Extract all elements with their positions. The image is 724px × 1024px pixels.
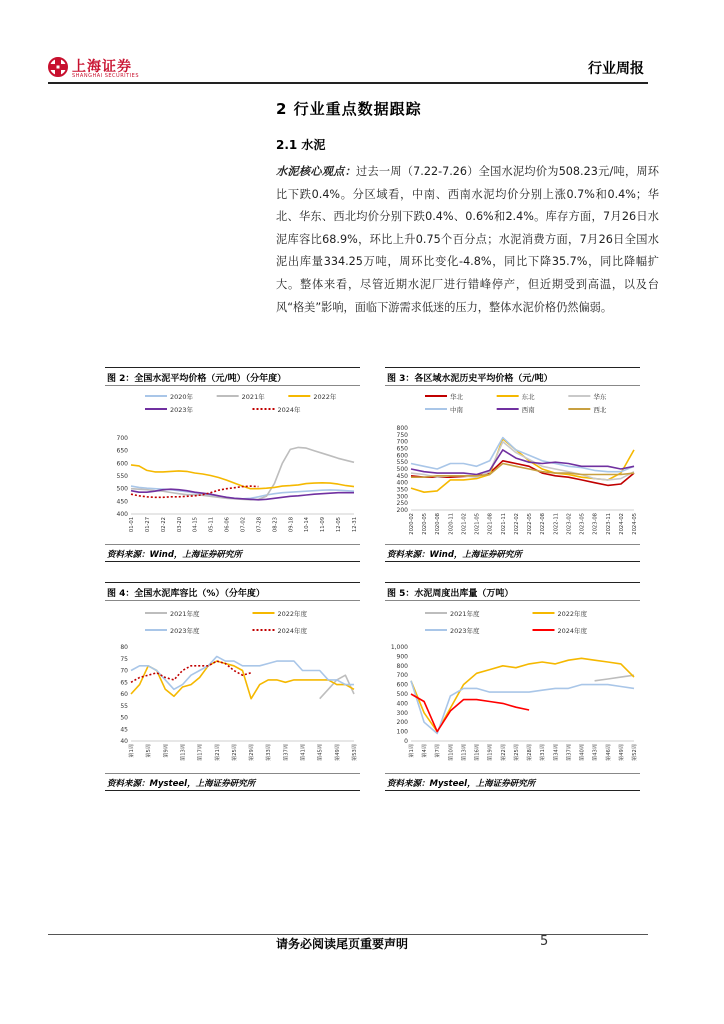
chart-cement-storage-ratio xyxy=(105,601,360,773)
figure-2 xyxy=(105,367,360,562)
y-tick-label-4: 600 xyxy=(116,460,128,468)
x-tick-label-8: 第17周 xyxy=(197,744,204,761)
x-tick-label-2: 2020-08 xyxy=(435,513,442,535)
x-tick-label-12: 第37周 xyxy=(566,744,573,761)
x-tick-label-13: 2023-05 xyxy=(579,513,586,535)
y-tick-label-1: 250 xyxy=(396,500,408,508)
legend-label-3: 2023年 xyxy=(170,406,194,414)
legend-label-1: 2021年 xyxy=(241,393,265,401)
figure-3-source: 资料来源：Wind，上海证券研究所 xyxy=(385,544,640,562)
figure-4-source: 资料来源：Mysteel，上海证券研究所 xyxy=(105,773,360,791)
x-tick-label-14: 第29周 xyxy=(249,744,256,761)
x-tick-label-12: 2023-02 xyxy=(566,513,573,535)
y-tick-label-2: 50 xyxy=(120,714,128,722)
x-tick-label-6: 第13周 xyxy=(180,744,187,761)
y-tick-label-4: 400 xyxy=(396,479,408,487)
x-tick-label-22: 第45周 xyxy=(317,744,324,761)
y-tick-label-6: 600 xyxy=(396,681,408,689)
y-tick-label-1: 100 xyxy=(396,728,408,736)
figure-4-title: 图 4：全国水泥库容比（%）（分年度） xyxy=(105,582,360,601)
x-tick-label-26: 第53周 xyxy=(352,744,358,761)
x-tick-label-8: 2022-02 xyxy=(513,513,520,535)
y-tick-label-2: 200 xyxy=(396,719,408,727)
series-line-2 xyxy=(131,465,354,489)
legend-label-3: 2024年度 xyxy=(557,627,588,635)
x-tick-label-20: 09-18 xyxy=(288,517,295,533)
legend-label-2: 2023年度 xyxy=(450,627,480,635)
y-tick-label-12: 800 xyxy=(396,425,408,432)
x-tick-label-8: 第25周 xyxy=(513,744,520,761)
x-tick-label-16: 第33周 xyxy=(266,744,273,761)
y-tick-label-5: 650 xyxy=(116,447,128,455)
x-tick-label-15: 第46周 xyxy=(605,744,612,761)
x-tick-label-20: 第41周 xyxy=(300,744,307,761)
x-tick-label-12: 第25周 xyxy=(231,744,238,761)
legend-label-0: 2021年度 xyxy=(450,610,480,618)
x-tick-label-14: 2023-08 xyxy=(592,513,599,535)
y-tick-label-9: 650 xyxy=(396,445,408,453)
x-tick-label-1: 第4周 xyxy=(422,744,429,758)
y-tick-label-4: 60 xyxy=(120,691,128,698)
x-tick-label-12: 06-06 xyxy=(224,517,231,533)
x-tick-label-16: 07-28 xyxy=(256,517,263,533)
x-tick-label-0: 第1周 xyxy=(129,744,135,758)
x-tick-label-0: 01-01 xyxy=(129,517,135,533)
x-tick-label-7: 第22周 xyxy=(500,744,507,761)
legend-label-2: 2023年度 xyxy=(170,627,200,635)
legend-label-1: 2022年度 xyxy=(277,610,308,618)
y-tick-label-10: 700 xyxy=(396,438,408,446)
x-tick-label-11: 2022-11 xyxy=(553,513,560,535)
y-tick-label-7: 550 xyxy=(396,459,408,467)
y-tick-label-5: 450 xyxy=(396,472,408,480)
logo-subtitle: SHANGHAI SECURITIES xyxy=(72,73,140,79)
chart-national-cement-price xyxy=(105,386,360,544)
logo-text: 上海证券 xyxy=(72,59,132,75)
series-line-1 xyxy=(131,447,354,499)
legend-label-1: 东北 xyxy=(521,393,535,401)
x-tick-label-14: 07-02 xyxy=(240,517,247,533)
x-tick-label-4: 第9周 xyxy=(163,744,170,758)
y-tick-label-0: 200 xyxy=(396,507,408,514)
x-tick-label-6: 第19周 xyxy=(487,744,494,761)
x-tick-label-4: 第13周 xyxy=(461,744,468,761)
y-tick-label-5: 65 xyxy=(120,679,128,687)
x-tick-label-0: 2020-02 xyxy=(409,513,415,535)
x-tick-label-13: 第40周 xyxy=(579,744,586,761)
shanghai-securities-logo-icon xyxy=(48,57,68,77)
x-tick-label-11: 第34周 xyxy=(553,744,560,761)
x-tick-label-28: 12-31 xyxy=(352,517,358,533)
y-tick-label-8: 80 xyxy=(120,644,128,651)
legend-label-0: 华北 xyxy=(450,393,463,401)
series-line-0 xyxy=(595,675,634,681)
x-tick-label-17: 第52周 xyxy=(632,744,638,761)
y-tick-label-8: 600 xyxy=(396,452,408,460)
figure-5-source: 资料来源：Mysteel，上海证券研究所 xyxy=(385,773,640,791)
legend-label-2: 华东 xyxy=(593,393,607,401)
legend-label-3: 中南 xyxy=(450,406,463,414)
x-tick-label-2: 第7周 xyxy=(435,744,442,758)
y-tick-label-3: 350 xyxy=(396,486,408,494)
section-title: 2 行业重点数据跟踪 xyxy=(276,100,422,118)
y-tick-label-1: 45 xyxy=(120,726,128,734)
y-tick-label-8: 800 xyxy=(396,662,408,670)
x-tick-label-5: 第16周 xyxy=(474,744,481,761)
x-tick-label-2: 01-27 xyxy=(144,517,151,533)
cement-viewpoint-paragraph xyxy=(276,161,659,319)
y-tick-label-3: 55 xyxy=(120,702,128,710)
x-tick-label-8: 04-15 xyxy=(192,517,199,533)
x-tick-label-10: 第31周 xyxy=(540,744,547,761)
x-tick-label-6: 03-20 xyxy=(176,517,183,533)
footer-disclaimer: 请务必阅读尾页重要声明 xyxy=(276,937,409,951)
figure-3 xyxy=(385,367,640,562)
x-tick-label-5: 2021-05 xyxy=(474,513,481,535)
paragraph-body: 过去一周（7.22-7.26）全国水泥均价为508.23元/吨，周环比下跌0.4%。分区域看，中南、西南水泥均价分别上涨0.7%和0.4%；华北、华东、西北均价分别下跌0.4%、0.6%和2.4%。库存方面，7月26日水泥库容比68.9%，环比上升0.75个百分点；水泥消费方面，7月26日全国水泥出库量334.25万吨，周环比变化-4.8%，同比下降35.7%，同比降幅扩大。整体来看，尽管近期水泥厂进行错峰停产，但近期受到高温，以及台风“格美”影响，面临下游需求低迷的压力，整体水泥价格仍然偏弱。 xyxy=(276,165,659,314)
page-number: 5 xyxy=(540,934,549,949)
x-tick-label-6: 2021-08 xyxy=(487,513,494,535)
x-tick-label-24: 11-09 xyxy=(320,517,327,533)
y-tick-label-2: 300 xyxy=(396,493,408,501)
x-tick-label-4: 02-22 xyxy=(160,517,167,533)
x-tick-label-9: 第28周 xyxy=(527,744,534,761)
y-tick-label-0: 0 xyxy=(404,738,408,745)
x-tick-label-0: 第1周 xyxy=(409,744,415,758)
x-tick-label-2: 第5周 xyxy=(146,744,153,758)
figure-2-source: 资料来源：Wind，上海证券研究所 xyxy=(105,544,360,562)
legend-label-4: 西南 xyxy=(521,406,535,414)
legend-label-0: 2021年度 xyxy=(170,610,200,618)
x-tick-label-26: 12-05 xyxy=(336,517,343,533)
figure-5-title: 图 5：水泥周度出库量（万吨） xyxy=(385,582,640,601)
x-tick-label-14: 第43周 xyxy=(592,744,599,761)
y-tick-label-3: 300 xyxy=(396,709,408,717)
x-tick-label-10: 第21周 xyxy=(214,744,221,761)
x-tick-label-10: 05-11 xyxy=(208,517,215,533)
y-tick-label-0: 40 xyxy=(120,738,128,745)
series-line-2 xyxy=(411,681,634,734)
legend-label-2: 2022年 xyxy=(313,393,337,401)
report-type-label: 行业周报 xyxy=(588,61,644,77)
x-tick-label-9: 2022-05 xyxy=(527,513,534,535)
x-tick-label-22: 10-14 xyxy=(304,517,311,533)
x-tick-label-17: 2024-05 xyxy=(632,513,638,535)
x-tick-label-15: 2023-11 xyxy=(605,513,612,535)
x-tick-label-24: 第49周 xyxy=(334,744,341,761)
y-tick-label-6: 70 xyxy=(120,667,128,675)
x-tick-label-18: 08-23 xyxy=(272,517,279,533)
x-tick-label-3: 2020-11 xyxy=(448,513,455,535)
y-tick-label-0: 400 xyxy=(116,511,128,518)
figure-4 xyxy=(105,582,360,791)
y-tick-label-7: 75 xyxy=(120,655,128,663)
x-tick-label-16: 2024-02 xyxy=(618,513,625,535)
y-tick-label-11: 750 xyxy=(396,431,408,439)
legend-label-5: 西北 xyxy=(593,406,607,414)
figure-3-title: 图 3：各区域水泥历史平均价格（元/吨） xyxy=(385,367,640,386)
x-tick-label-4: 2021-02 xyxy=(461,513,468,535)
figure-2-title: 图 2：全国水泥平均价格（元/吨）（分年度） xyxy=(105,367,360,386)
x-tick-label-10: 2022-08 xyxy=(540,513,547,535)
y-tick-label-2: 500 xyxy=(116,485,128,493)
y-tick-label-6: 700 xyxy=(116,435,128,442)
legend-label-0: 2020年 xyxy=(170,393,194,401)
figure-5 xyxy=(385,582,640,791)
y-tick-label-6: 500 xyxy=(396,466,408,473)
header-divider xyxy=(48,82,648,84)
paragraph-keyword: 水泥核心观点： xyxy=(276,165,357,178)
x-tick-label-1: 2020-05 xyxy=(422,513,429,535)
chart-cement-weekly-shipment xyxy=(385,601,640,773)
chart-regional-cement-price xyxy=(385,386,640,544)
series-line-3 xyxy=(131,661,251,682)
y-tick-label-10: 1,000 xyxy=(390,644,408,651)
y-tick-label-4: 400 xyxy=(396,700,408,708)
legend-label-1: 2022年度 xyxy=(557,610,588,618)
y-tick-label-9: 900 xyxy=(396,653,408,661)
x-tick-label-7: 2021-11 xyxy=(500,513,507,535)
x-tick-label-3: 第10周 xyxy=(448,744,455,761)
legend-label-3: 2024年度 xyxy=(277,627,308,635)
x-tick-label-16: 第49周 xyxy=(618,744,625,761)
y-tick-label-3: 550 xyxy=(116,473,128,480)
x-tick-label-18: 第37周 xyxy=(283,744,290,761)
y-tick-label-5: 500 xyxy=(396,691,408,698)
page-header xyxy=(48,52,648,82)
y-tick-label-1: 450 xyxy=(116,498,128,506)
y-tick-label-7: 700 xyxy=(396,672,408,680)
subsection-title: 2.1 水泥 xyxy=(276,138,326,152)
legend-label-4: 2024年 xyxy=(277,406,301,414)
